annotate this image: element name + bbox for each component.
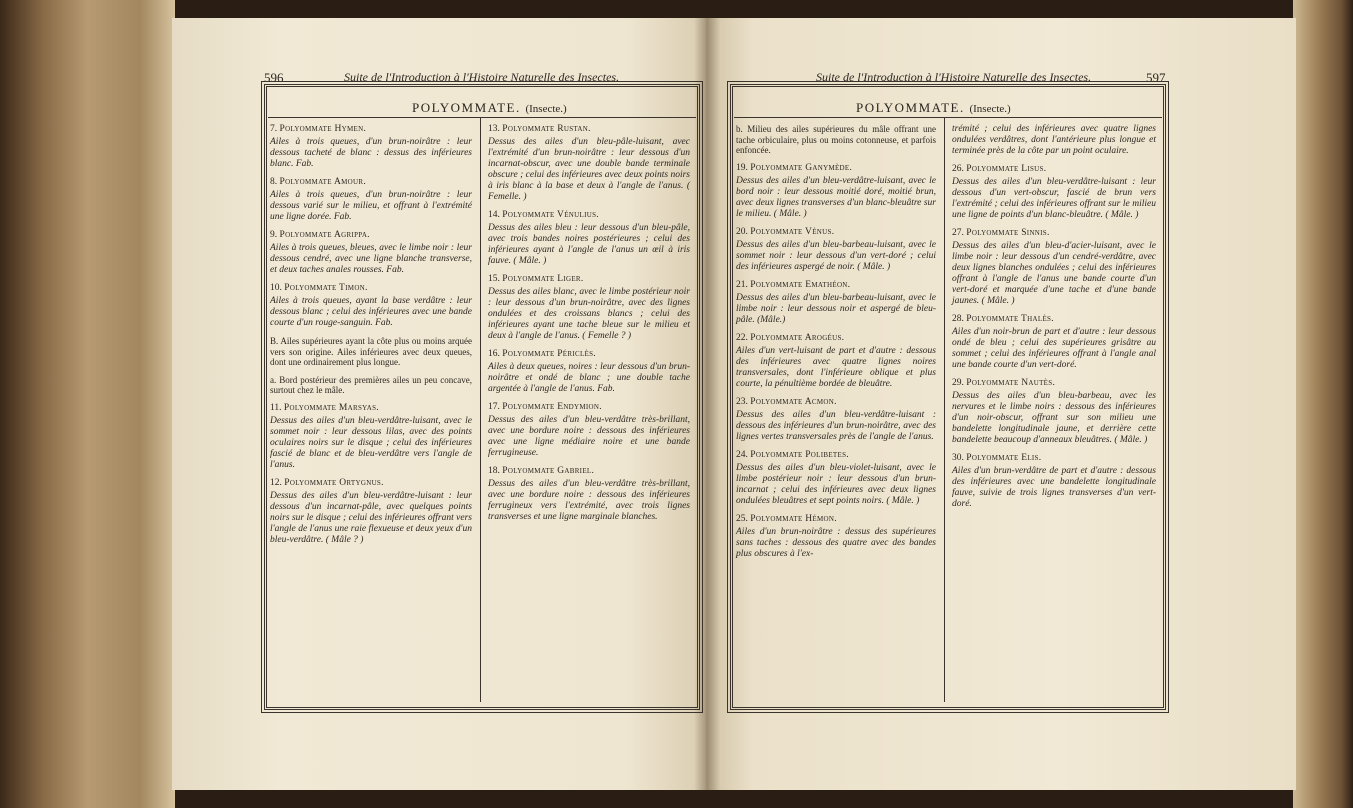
species-description: Dessus des ailes d'un bleu-verdâtre-luisant, avec le sommet noir : leur dessous lilas, avec des points oculaires noirs sur le disque ; celui des inférieures fascié de blanc et de bleu-verdâtre vers l'angle de l'anus.	[270, 415, 472, 470]
species-heading	[736, 280, 936, 291]
species-name: Polyommate Timon.	[284, 283, 368, 293]
species-number: 27.	[952, 228, 964, 238]
species-name: Polyommate Elis.	[966, 453, 1042, 463]
species-name: Polyommate Nautès.	[966, 378, 1056, 388]
left-column-1	[270, 124, 472, 553]
species-heading	[952, 378, 1156, 389]
species-number: 30.	[952, 453, 964, 463]
species-entry	[952, 164, 1156, 221]
title-text: POLYOMMATE.	[412, 100, 521, 115]
species-entry	[736, 397, 936, 443]
species-number: 20.	[736, 226, 748, 237]
species-entry	[270, 336, 472, 368]
species-entry	[270, 177, 472, 223]
species-entry	[952, 378, 1156, 446]
species-number: 7.	[270, 124, 278, 134]
species-number: 18.	[488, 466, 500, 476]
species-entry	[488, 402, 690, 459]
species-number: 26.	[952, 164, 964, 174]
species-heading	[736, 163, 936, 174]
species-number: 24.	[736, 449, 748, 460]
species-number: 11.	[270, 402, 282, 413]
species-name: Polyommate Périclès.	[502, 349, 596, 359]
species-description: Dessus des ailes d'un bleu-barbeau, avec les nervures et le limbe noirs : dessous des inférieures d'un noir-obscur, offrant sur son milieu une bandelette longitudinale jaune, et derrière cette bandelette beaucoup d'anneaux bleuâtres. ( Mâle. )	[952, 391, 1156, 445]
species-heading	[488, 210, 690, 221]
species-name: Polyommate Hémon.	[750, 513, 837, 524]
right-column-1	[736, 124, 936, 567]
species-entry	[952, 228, 1156, 307]
left-column-2	[488, 124, 690, 530]
column-divider	[944, 118, 945, 702]
species-heading	[488, 402, 690, 413]
page-edges-right	[1293, 0, 1353, 808]
species-description: Ailes d'un vert-luisant de part et d'autre : dessous des inférieures avec quatre lignes noires transversales, dont l'inférieure oblique et plus courte, la pénultième bordée de bleuâtre.	[736, 345, 936, 389]
species-entry	[736, 124, 936, 156]
species-description: Dessus des ailes d'un bleu-verdâtre très-brillant, avec une bordure noire : dessous des inférieures ferrugineux vers l'extrémité, avec trois lignes transverses et une ligne marginale blanches.	[488, 479, 690, 522]
species-heading	[488, 124, 690, 135]
species-heading	[488, 349, 690, 360]
title-rule	[268, 117, 696, 118]
species-number: 14.	[488, 210, 500, 220]
species-entry	[488, 466, 690, 523]
species-description: Ailes d'un brun-noirâtre : dessus des supérieures sans taches : dessous des quatre avec des bandes plus obscures à l'ex-	[736, 526, 936, 559]
title-note: (Insecte.)	[525, 103, 567, 115]
species-entry	[270, 375, 472, 396]
species-number: 19.	[736, 162, 748, 173]
species-name: Polyommate Endymion.	[502, 402, 602, 412]
species-name: Polyommate Lisus.	[966, 164, 1047, 174]
species-number: 16.	[488, 349, 500, 359]
species-heading	[270, 124, 472, 135]
species-entry	[736, 450, 936, 507]
species-heading	[270, 283, 472, 294]
species-name: Polyommate Amour.	[279, 177, 366, 187]
species-name: Polyommate Gabriel.	[502, 466, 595, 476]
species-description: Dessus des ailes d'un bleu-d'acier-luisant, avec le limbe noir : leur dessous d'un cendré-verdâtre, avec deux lignes blanches ondulées ; celui des inférieures offrant à l'angle de l'anus une bande courte d'un vert-doré et marquée d'une tache et d'une bande jaunes. ( Mâle. )	[952, 241, 1156, 306]
species-entry	[952, 453, 1156, 510]
species-name: Polyommate Vénulius.	[502, 210, 599, 220]
species-description: Ailes d'un brun-verdâtre de part et d'autre : dessous des inférieures avec une bandelette longitudinale fauve, suivie de trois lignes transverses d'un vert-doré.	[952, 466, 1156, 509]
left-page	[172, 18, 706, 790]
species-description: trémité ; celui des inférieures avec quatre lignes ondulées verdâtres, dont l'antérieure plus longue et terminée près de la côte par un point oculaire.	[952, 124, 1156, 156]
species-name: Polyommate Ortygnus.	[284, 477, 384, 488]
species-heading	[270, 230, 472, 241]
section-note: B. Ailes supérieures ayant la côte plus ou moins arquée vers son origine. Ailes inférieures avec deux queues, dont une ordinairement plus longue.	[270, 336, 472, 367]
species-entry	[270, 478, 472, 546]
species-description: Ailes à deux queues, noires : leur dessous d'un brun-noirâtre et ondé de blanc ; une double tache argentée à l'angle de l'anus. Fab.	[488, 362, 690, 394]
species-description: Ailes à trois queues, ayant la base verdâtre : leur dessous blanc ; celui des inférieures avec une bande courte d'un rouge-sanguin. Fab.	[270, 296, 472, 328]
section-note: b. Milieu des ailes supérieures du mâle offrant une tache orbiculaire, plus ou moins cotonneuse, et parfois enfoncée.	[736, 124, 936, 155]
right-page	[706, 18, 1296, 790]
species-name: Polyommate Marsyas.	[283, 402, 379, 413]
species-entry	[736, 514, 936, 560]
title-note: (Insecte.)	[969, 103, 1011, 115]
species-number: 29.	[952, 378, 964, 388]
species-entry	[270, 124, 472, 170]
species-name: Polyommate Liger.	[502, 274, 584, 284]
page-number: 596	[264, 70, 284, 85]
species-heading	[952, 228, 1156, 239]
species-heading	[952, 453, 1156, 464]
species-entry	[488, 349, 690, 395]
species-name: Polyommate Vénus.	[750, 226, 835, 237]
species-description: Dessus des ailes d'un bleu-barbeau-luisant, avec le sommet noir : leur dessous d'un vert-doré ; celui des inférieures aspergé de noir. ( Mâle. )	[736, 239, 936, 272]
species-heading	[270, 403, 472, 414]
species-number: 21.	[736, 279, 748, 290]
species-name: Polyommate Arogéus.	[750, 332, 845, 343]
species-number: 17.	[488, 402, 500, 412]
species-name: Polyommate Sinnis.	[966, 228, 1050, 238]
species-heading	[270, 478, 472, 489]
title-text: POLYOMMATE.	[856, 100, 965, 115]
species-number: 25.	[736, 513, 748, 524]
species-number: 8.	[270, 177, 278, 187]
species-entry	[736, 163, 936, 220]
page-number: 597	[1146, 70, 1166, 85]
species-description: Dessus des ailes d'un bleu-violet-luisant, avec le limbe postérieur noir : leur dessous d'un brun-incarnat ; celui des inférieures avec deux lignes ondulées bleuâtres et sept points noirs. ( Mâle. )	[736, 462, 936, 506]
section-note: a. Bord postérieur des premières ailes un peu concave, surtout chez le mâle.	[270, 374, 472, 395]
species-heading	[736, 227, 936, 238]
species-entry	[736, 227, 936, 273]
species-description: Dessus des ailes d'un bleu-verdâtre très-brillant, avec une bordure noire : dessous des inférieures avec une ligne médiaire noire et une bande ferrugineuse.	[488, 415, 690, 458]
species-entry	[952, 314, 1156, 371]
species-name: Polyommate Emathéon.	[750, 279, 851, 290]
species-name: Polyommate Ganymède.	[750, 162, 853, 173]
species-name: Polyommate Acmon.	[750, 396, 837, 407]
species-description: Dessus des ailes d'un bleu-verdâtre-luisant : leur dessous d'un vert-obscur, fascié de brun vers l'extrémité ; celui des inférieures offrant sur le milieu une ligne de points d'un blanc-bleuâtre. ( Mâle. )	[952, 177, 1156, 220]
species-entry	[270, 230, 472, 276]
right-column-2	[952, 124, 1156, 517]
species-description: Dessus des ailes d'un bleu-verdâtre-luisant : leur dessous d'un incarnat-pâle, avec quelques points noirs sur le disque ; celui des inférieures offrant vers l'angle de l'anus une raie flexueuse et deux yeux d'un bleu-verdâtre. ( Mâle ? )	[270, 490, 472, 545]
species-description: Dessus des ailes d'un bleu-verdâtre-luisant : dessous des inférieures d'un brun-noirâtre, avec des lignes vertes transversales près de l'angle de l'anus.	[736, 409, 936, 442]
species-description: Dessus des ailes blanc, avec le limbe postérieur noir : leur dessous d'un brun-noirâtre, avec des lignes ondulées et des croissans blancs ; celui des inférieures ayant une tache bleue sur le milieu et deux à l'angle de l'anus. ( Femelle ? )	[488, 287, 690, 341]
page-title	[412, 100, 567, 116]
species-description: Ailes à trois queues, bleues, avec le limbe noir : leur dessous cendré, avec une ligne blanche transverse, et deux taches anales rousses. Fab.	[270, 243, 472, 275]
species-description: Dessus des ailes d'un bleu-pâle-luisant, avec l'extrémité d'un brun-noirâtre : leur dessous d'un incarnat-obscur, avec une double bande terminale obscure ; celui des inférieures avec deux points noirs à iris blanc à la base et deux à l'angle de l'anus. ( Femelle. )	[488, 137, 690, 202]
species-description: Ailes à trois queues, d'un brun-noirâtre : leur dessous varié sur le milieu, et offrant à l'extrémité une ligne dorée. Fab.	[270, 190, 472, 222]
species-entry	[736, 333, 936, 390]
species-name: Polyommate Thalès.	[966, 314, 1054, 324]
running-head: Suite de l'Introduction à l'Histoire Naturelle des Insectes.	[344, 70, 620, 84]
species-heading	[270, 177, 472, 188]
species-heading	[736, 397, 936, 408]
column-divider	[480, 118, 481, 702]
species-number: 10.	[270, 283, 282, 293]
species-description: Ailes d'un noir-brun de part et d'autre : leur dessous ondé de bleu ; celui des supérieures grisâtre au sommet ; celui des inférieures offrant à l'angle anal une bande courte d'un vert-doré.	[952, 327, 1156, 370]
species-description: Ailes à trois queues, d'un brun-noirâtre : leur dessous tacheté de blanc : dessus des inférieures blanc. Fab.	[270, 137, 472, 169]
species-entry	[488, 274, 690, 342]
species-entry	[488, 210, 690, 267]
book-gutter	[694, 18, 720, 790]
running-head: Suite de l'Introduction à l'Histoire Naturelle des Insectes.	[816, 70, 1092, 84]
species-number: 12.	[270, 477, 282, 488]
species-heading	[736, 333, 936, 344]
species-entry	[488, 124, 690, 203]
species-entry	[952, 124, 1156, 157]
species-number: 28.	[952, 314, 964, 324]
species-heading	[952, 164, 1156, 175]
species-heading	[488, 274, 690, 285]
species-entry	[270, 403, 472, 471]
page-edges-left	[0, 0, 175, 808]
species-heading	[736, 514, 936, 525]
species-entry	[736, 280, 936, 326]
species-heading	[488, 466, 690, 477]
species-number: 9.	[270, 230, 278, 240]
species-name: Polyommate Rustan.	[502, 124, 591, 134]
species-number: 15.	[488, 274, 500, 284]
species-name: Polyommate Agrippa.	[279, 230, 370, 240]
species-description: Dessus des ailes d'un bleu-verdâtre-luisant, avec le bord noir : leur dessous moitié doré, moitié brun, avec deux lignes transverses d'un blanc-bleuâtre sur le milieu. ( Mâle. )	[736, 175, 936, 219]
species-name: Polyommate Hymen.	[279, 124, 367, 134]
page-title	[856, 100, 1011, 116]
species-heading	[736, 450, 936, 461]
species-number: 23.	[736, 396, 748, 407]
species-number: 13.	[488, 124, 500, 134]
species-heading	[952, 314, 1156, 325]
species-name: Polyommate Polibetes.	[750, 449, 849, 460]
species-entry	[270, 283, 472, 329]
species-description: Dessus des ailes d'un bleu-barbeau-luisant, avec le limbe noir : leur dessous noir et aspergé de bleu-pâle. (Mâle.)	[736, 292, 936, 325]
title-rule	[734, 117, 1162, 118]
species-description: Dessus des ailes bleu : leur dessous d'un bleu-pâle, avec trois bandes noires postérieures ; celui des inférieures ayant à l'angle de l'anus un œil à iris fauve. ( Mâle. )	[488, 223, 690, 266]
species-number: 22.	[736, 332, 748, 343]
